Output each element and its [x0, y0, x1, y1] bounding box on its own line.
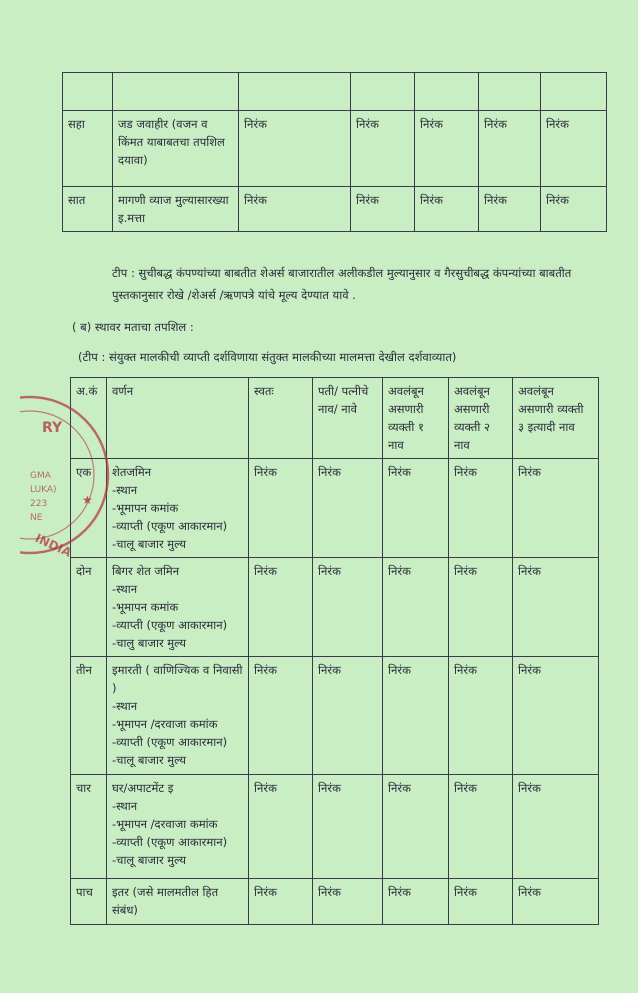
- header-dependent-2: अवलंबून असणारी व्यक्ती २ नाव: [449, 378, 513, 459]
- cell-self: निरंक: [249, 775, 313, 879]
- header-description: वर्णन: [107, 378, 249, 459]
- cell-dependent-3: निरंक: [513, 775, 599, 879]
- row-description: बिगर शेत जमिन -स्थान -भूमापन कमांक -व्याप्ती (एकूण आकारमान) -चालु बाजार मुल्य: [107, 558, 249, 657]
- table-row: [71, 775, 599, 879]
- cell-dependent-3: निरंक: [513, 879, 599, 925]
- svg-text:★: ★: [82, 493, 93, 507]
- table-row: [63, 111, 607, 187]
- header-dependent-1: अवलंबून असणारी व्यक्ती १ नाव: [383, 378, 449, 459]
- cell-spouse: निरंक: [351, 111, 415, 187]
- header-dependent-3: अवलंबून असणारी व्यक्ती ३ इत्यादी नाव: [513, 378, 599, 459]
- table-row: [71, 459, 599, 558]
- header-serial: अ.कं: [71, 378, 107, 459]
- row-description: इमारती ( वाणिज्यिक व निवासी ) -स्थान -भूमापन /दरवाजा कमांक -व्याप्ती (एकूण आकारमान) -चालू बाजार मुल्य: [107, 657, 249, 775]
- row-number: एक: [71, 459, 107, 558]
- cell-spouse: निरंक: [313, 558, 383, 657]
- header-self: स्वतः: [249, 378, 313, 459]
- cell-dependent-1: निरंक: [383, 657, 449, 775]
- row-number: पाच: [71, 879, 107, 925]
- cell-dependent-1: निरंक: [415, 111, 479, 187]
- table-row: [71, 558, 599, 657]
- svg-text:INDIA: INDIA: [32, 530, 74, 560]
- cell-dependent-2: निरंक: [479, 111, 541, 187]
- svg-text:LUKA): LUKA): [30, 485, 57, 495]
- section-b-note: (टीप : संयुक्त मालकीची व्याप्ती दर्शविणाया संतुक्त मालकीच्या मालमत्ता देखील दर्शवाव्यात): [78, 350, 457, 364]
- svg-text:NE: NE: [30, 513, 43, 523]
- cell-self: निरंक: [249, 558, 313, 657]
- cell-dependent-3: निरंक: [541, 187, 607, 232]
- cell-dependent-2: निरंक: [449, 775, 513, 879]
- cell-dependent-1: निरंक: [383, 775, 449, 879]
- cell-self: निरंक: [249, 459, 313, 558]
- section-b-heading: ( ब) स्थावर मताचा तपशिल :: [72, 320, 194, 334]
- movable-assets-table: [62, 72, 607, 232]
- cell-dependent-3: निरंक: [513, 558, 599, 657]
- cell-spouse: निरंक: [313, 657, 383, 775]
- row-description: शेतजमिन -स्थान -भूमापन कमांक -व्याप्ती (एकूण आकारमान) -चालू बाजार मुल्य: [107, 459, 249, 558]
- row-number: तीन: [71, 657, 107, 775]
- header-spouse: पती/ पत्नीचे नाव/ नावे: [313, 378, 383, 459]
- svg-text:RY: RY: [42, 420, 63, 436]
- immovable-assets-table: [70, 377, 599, 925]
- cell-dependent-2: निरंक: [449, 657, 513, 775]
- svg-text:223: 223: [30, 499, 48, 509]
- table-row: [63, 187, 607, 232]
- cell-self: निरंक: [249, 657, 313, 775]
- cell-dependent-2: निरंक: [449, 879, 513, 925]
- cell-dependent-2: निरंक: [449, 558, 513, 657]
- row-number: सात: [63, 187, 113, 232]
- cell-spouse: निरंक: [313, 879, 383, 925]
- table-row: [63, 73, 607, 111]
- cell-dependent-1: निरंक: [383, 558, 449, 657]
- cell-dependent-1: [415, 73, 479, 111]
- table-row: [71, 879, 599, 925]
- cell-self: निरंक: [239, 187, 351, 232]
- row-description: [113, 73, 239, 111]
- cell-spouse: [351, 73, 415, 111]
- cell-dependent-2: निरंक: [479, 187, 541, 232]
- cell-dependent-1: निरंक: [383, 459, 449, 558]
- cell-dependent-3: निरंक: [513, 459, 599, 558]
- row-number: [63, 73, 113, 111]
- cell-self: [239, 73, 351, 111]
- note-paragraph: टीप : सुचीबद्ध कंपण्यांच्या बाबतीत शेअर्स बाजारातील अलीकडील मुल्यानुसार व गैरसुचीबद्ध कंपन्यांच्या बाबतीत पुस्तकानुसार रोखे /शेअर्स /ऋणपत्रे यांचे मूल्य देण्यात यावे .: [112, 266, 572, 302]
- cell-spouse: निरंक: [313, 775, 383, 879]
- cell-dependent-2: [479, 73, 541, 111]
- row-description: घर/अपाटमेंट इ -स्थान -भूमापन /दरवाजा कमांक -व्याप्ती (एकूण आकारमान) -चालू बाजार मुल्य: [107, 775, 249, 879]
- cell-dependent-1: निरंक: [383, 879, 449, 925]
- cell-dependent-3: निरंक: [513, 657, 599, 775]
- cell-dependent-3: [541, 73, 607, 111]
- row-number: सहा: [63, 111, 113, 187]
- cell-dependent-3: निरंक: [541, 111, 607, 187]
- row-number: दोन: [71, 558, 107, 657]
- row-description: जड जवाहीर (वजन व किंमत याबाबतचा तपशिल दयावा): [113, 111, 239, 187]
- table-row: [71, 657, 599, 775]
- cell-spouse: निरंक: [313, 459, 383, 558]
- row-description: इतर (जसे मालमतील हित संबंध): [107, 879, 249, 925]
- cell-dependent-1: निरंक: [415, 187, 479, 232]
- cell-self: निरंक: [249, 879, 313, 925]
- svg-text:GMA: GMA: [30, 471, 51, 481]
- cell-self: निरंक: [239, 111, 351, 187]
- table-header-row: [71, 378, 599, 459]
- row-number: चार: [71, 775, 107, 879]
- cell-spouse: निरंक: [351, 187, 415, 232]
- row-description: मागणी व्याज मुल्यासारख्या इ.मत्ता: [113, 187, 239, 232]
- cell-dependent-2: निरंक: [449, 459, 513, 558]
